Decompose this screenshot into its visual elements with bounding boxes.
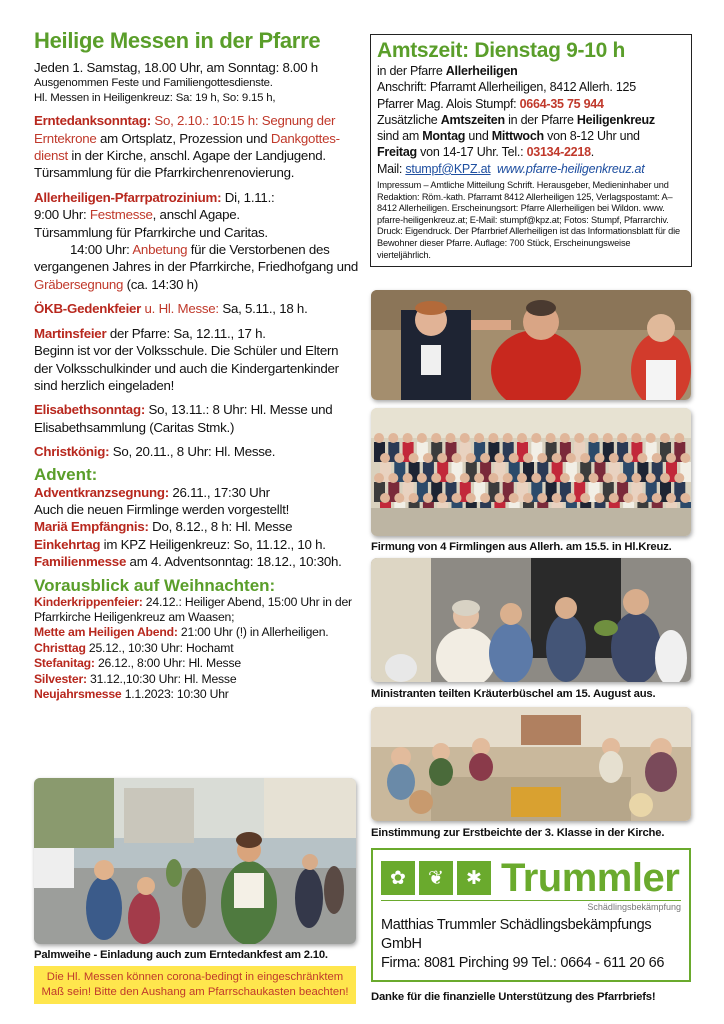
person-head <box>403 473 413 483</box>
erntedank-date: So, 2.10.: 10:15 h: <box>150 113 262 129</box>
person-head <box>609 493 619 503</box>
person-head <box>680 453 690 463</box>
trummler-brand: Trummler <box>501 856 680 900</box>
erstbeichte-caption: Einstimmung zur Erstbeichte der 3. Klasse in der Kirche. <box>371 827 665 839</box>
person-head <box>394 493 404 503</box>
person-head <box>466 493 476 503</box>
martin-label: Martinsfeier <box>34 325 107 341</box>
person-head <box>646 433 656 443</box>
erstbeichte-image <box>371 707 691 821</box>
address: Anschrift: Pfarramt Allerheiligen, 8412 Allerh. 125 <box>377 80 636 95</box>
monday: Montag <box>422 129 466 144</box>
silvester-label: Silvester: <box>34 671 87 686</box>
person-head <box>523 453 533 463</box>
person-head <box>560 433 570 443</box>
person-head <box>595 493 605 503</box>
parish-text: in der Pfarre <box>377 64 446 78</box>
person-head <box>503 473 513 483</box>
person-head <box>474 473 484 483</box>
person-head <box>480 453 490 463</box>
person-head <box>503 433 513 443</box>
trummler-logo <box>381 858 681 898</box>
krippenfeier-text: 24.12.: Heiliger Abend, 15:00 Uhr in der Pfarrkirche Heiligenkreuz am Waasen; <box>34 594 352 624</box>
person-head <box>574 473 584 483</box>
adventkranz-label: Adventkranzsegnung: <box>34 484 169 500</box>
christkoenig-text: So, 20.11., 8 Uhr: Hl. Messe. <box>109 444 276 460</box>
person-head <box>431 473 441 483</box>
bug-icon: ✱ <box>457 861 491 895</box>
person-head <box>674 433 684 443</box>
person-head <box>589 433 599 443</box>
mette-text: 21:00 Uhr (!) in Allerheiligen. <box>177 625 329 640</box>
person-head <box>474 433 484 443</box>
heiligenkreuz-name: Heiligenkreuz <box>576 112 655 127</box>
erntedank-label: Erntedanksonntag: <box>34 113 151 129</box>
office-hours-box <box>370 34 692 267</box>
palmweihe-caption: Palmweihe - Einladung auch zum Erntedankfest am 2.10. <box>34 949 328 961</box>
person-head <box>394 453 404 463</box>
person-head <box>446 473 456 483</box>
person-head <box>566 493 576 503</box>
familienmesse-label: Familienmesse <box>34 554 127 570</box>
person-head <box>437 453 447 463</box>
person-head <box>674 473 684 483</box>
person-head <box>623 453 633 463</box>
martin-text: Beginn ist vor der Volksschule. Die Schüler und Eltern der Volksschulkinder und auch die Kindergartenkinder sind herzlich eingeladen! <box>34 343 339 393</box>
ministranten-image <box>371 558 691 682</box>
person-head <box>509 453 519 463</box>
page-title: Heilige Messen in der Pfarre <box>34 28 321 53</box>
oekb-date: Sa, 5.11., 18 h. <box>218 301 308 317</box>
person-head <box>652 493 662 503</box>
office-hours-title: Amtszeit: Dienstag 9-10 h <box>377 39 626 62</box>
office-phone: 03134-2218 <box>526 145 591 160</box>
person-head <box>423 493 433 503</box>
oekb-label: ÖKB-Gedenkfeier <box>34 301 142 317</box>
period: . <box>590 145 595 160</box>
erntedank-text-2: in der Kirche, anschl. Agape der Landjugend. Türsammlung für die Pfarrkirchenrenovierung. <box>34 148 326 181</box>
person-head <box>488 433 498 443</box>
person-head <box>380 493 390 503</box>
ministranten-photo <box>371 558 691 682</box>
erntedank-text: am Ortsplatz, Prozession und <box>96 130 271 146</box>
person-head <box>552 453 562 463</box>
christtag-label: Christtag <box>34 640 86 655</box>
impressum: Impressum – Amtliche Mitteilung Schrift. Herausgeber, Medieninhaber und Redaktion: Röm.-kath. Pfarramt 8412 Allerheiligen 125, Verlagspostamt: A–8412 Allerheiligen. Erscheinungsort: Pfarre Allerheiligen bei Wildon. www. pfarre-heiligenkreuz.at; E-Mail: stumpf@kpz.at; Fotos: Stumpf, Pfarrarchiv. Druck: Eigendruck. Der Pfarrbrief Allerheiligen ist das Informationsblatt für die Bewohner dieser Pfarre. Auflage: 700 Stück, Erscheinungsweise vierteljährlich. <box>377 180 680 260</box>
morning-hours: von 8-12 Uhr und <box>543 129 640 144</box>
person-head <box>637 453 647 463</box>
person-head <box>666 453 676 463</box>
person-head <box>603 433 613 443</box>
elisabeth-text: So, 13.11.: 8 Uhr: Hl. Messe und Elisabethsammlung (Caritas Stmk.) <box>34 402 333 435</box>
person-head <box>460 433 470 443</box>
mette-label: Mette am Heiligen Abend: <box>34 625 178 640</box>
extra-hours-label: Amtszeiten <box>440 112 505 127</box>
days-text: sind am <box>377 129 423 144</box>
person-head <box>517 433 527 443</box>
familienmesse-text: am 4. Adventsonntag: 18.12., 10:30h. <box>126 554 342 570</box>
person-head <box>531 473 541 483</box>
person-head <box>374 433 384 443</box>
christkoenig-label: Christkönig: <box>34 444 110 460</box>
person-head <box>546 433 556 443</box>
person-head <box>546 473 556 483</box>
christkoenig-block <box>34 443 360 460</box>
person-head <box>494 493 504 503</box>
person-head <box>560 473 570 483</box>
website-link[interactable]: www.pfarre-heiligenkreuz.at <box>497 161 645 176</box>
person-head <box>523 493 533 503</box>
anbetung-time: 14:00 Uhr: <box>70 242 133 258</box>
person-head <box>537 493 547 503</box>
and-text: und <box>465 129 492 144</box>
einkehrtag-label: Einkehrtag <box>34 536 101 552</box>
person-head <box>452 493 462 503</box>
person-head <box>646 473 656 483</box>
pastor-phone: 0664-35 75 944 <box>519 96 604 111</box>
ministranten-caption: Ministranten teilten Kräuterbüschel am 15. August aus. <box>371 688 656 700</box>
trummler-company: Matthias Trummler Schädlingsbekämpfungs GmbH <box>381 917 652 952</box>
person-head <box>566 453 576 463</box>
trummler-ad <box>371 848 691 982</box>
person-head <box>480 493 490 503</box>
person-head <box>388 433 398 443</box>
person-head <box>488 473 498 483</box>
mail-link[interactable]: stumpf@KPZ.at <box>405 161 491 176</box>
allerheiligen-block <box>34 189 360 293</box>
person-head <box>631 433 641 443</box>
adventkranz-date: 26.11., 17:30 Uhr <box>168 484 270 500</box>
oekb-block <box>34 300 360 317</box>
person-head <box>466 453 476 463</box>
oekb-messe: u. Hl. Messe: <box>141 301 219 317</box>
corona-notice: Die Hl. Messen können corona-bedingt in eingeschränktem Maß sein! Bitte den Aushang am Pfarrschaukasten beachten! <box>34 966 356 1004</box>
person-head <box>617 433 627 443</box>
person-head <box>623 493 633 503</box>
extra-hours-text-2: in der Pfarre <box>504 112 577 127</box>
person-head <box>531 433 541 443</box>
martin-date: der Pfarre: Sa, 12.11., 17 h. <box>106 325 266 341</box>
weihnachten-block <box>34 595 360 703</box>
person-head <box>660 473 670 483</box>
erntedank-segnung: Segnung der Erntekrone <box>34 113 336 146</box>
wednesday: Mittwoch <box>491 129 544 144</box>
advent-block <box>34 484 360 571</box>
neujahr-label: Neujahrsmesse <box>34 687 122 701</box>
graebersegnung: Gräbersegnung <box>34 276 124 292</box>
festmesse: Festmesse <box>89 207 153 223</box>
neujahr-text: 1.1.2023: 10:30 Uhr <box>121 687 229 701</box>
firmung-photo-1 <box>371 290 691 400</box>
person-head <box>537 453 547 463</box>
einkehrtag-text: im KPZ Heiligenkreuz: So, 11.12., 10 h. <box>100 536 326 552</box>
silvester-text: 31.12.,10:30 Uhr: Hl. Messe <box>86 671 237 686</box>
person-head <box>680 493 690 503</box>
advent-heading: Advent: <box>34 464 98 484</box>
person-head <box>617 473 627 483</box>
person-head <box>580 453 590 463</box>
palmweihe-photo <box>34 778 356 944</box>
elisabeth-label: Elisabethsonntag: <box>34 402 146 418</box>
person-head <box>388 473 398 483</box>
person-head <box>423 453 433 463</box>
person-head <box>666 493 676 503</box>
elisabeth-block <box>34 401 360 436</box>
palmweihe-image <box>34 778 356 944</box>
trummler-tagline: Schädlingsbekämpfung <box>381 900 681 912</box>
person-head <box>595 453 605 463</box>
left-column <box>34 28 360 702</box>
firmlinge-text: Auch die neuen Firmlinge werden vorgestellt! <box>34 501 290 517</box>
person-head <box>652 453 662 463</box>
person-head <box>409 493 419 503</box>
person-head <box>603 473 613 483</box>
intro-line-2: Ausgenommen Feste und Familiengottesdienste. <box>34 77 273 90</box>
tuersammlung-text: Türsammlung für Pfarrkirche und Caritas. <box>34 224 268 240</box>
krippenfeier-label: Kinderkrippenfeier: <box>34 594 143 609</box>
erntedank-gottesdienst: Dankgottesdienst <box>34 130 341 164</box>
agape-text: , anschl Agape. <box>152 207 240 223</box>
person-head <box>403 433 413 443</box>
person-head <box>417 473 427 483</box>
person-head <box>460 473 470 483</box>
trummler-contact: Firma: 8081 Pirching 99 Tel.: 0664 - 611 20 66 <box>381 955 665 971</box>
person-head <box>509 493 519 503</box>
person-head <box>580 493 590 503</box>
person-head <box>446 433 456 443</box>
person-head <box>631 473 641 483</box>
person-head <box>574 433 584 443</box>
mouse-icon: ❦ <box>419 861 453 895</box>
stefanitag-label: Stefanitag: <box>34 656 95 671</box>
intro-line-3: Hl. Messen in Heiligenkreuz: Sa: 19 h, So: 9.15 h, <box>34 91 276 104</box>
person-head <box>552 493 562 503</box>
firmung-caption: Firmung von 4 Firmlingen aus Allerh. am 15.5. in Hl.Kreuz. <box>371 541 672 553</box>
erntedank-block <box>34 112 360 182</box>
person-head <box>452 453 462 463</box>
weihnachten-heading: Vorausblick auf Weihnachten: <box>34 575 276 595</box>
anbetung: Anbetung <box>132 242 188 258</box>
allerheiligen-date: Di, 1.11.: <box>221 189 275 205</box>
firmung-image-1 <box>371 290 691 400</box>
maria-label: Mariä Empfängnis: <box>34 519 149 535</box>
office-info <box>377 63 685 177</box>
friday-hours: von 14-17 Uhr. Tel.: <box>416 145 527 160</box>
person-head <box>660 433 670 443</box>
person-head <box>589 473 599 483</box>
person-head <box>609 453 619 463</box>
stefanitag-text: 26.12., 8:00 Uhr: Hl. Messe <box>94 656 241 671</box>
christtag-text: 25.12., 10:30 Uhr: Hochamt <box>85 640 234 655</box>
person-head <box>494 453 504 463</box>
pastor-name: Pfarrer Mag. Alois Stumpf: <box>377 96 520 111</box>
person-head <box>637 493 647 503</box>
allerheiligen-time: 9:00 Uhr: <box>34 207 90 223</box>
mail-label: Mail: <box>377 161 406 176</box>
martin-block <box>34 325 360 395</box>
allerheiligen-label: Allerheiligen-Pfarrpatrozinium: <box>34 189 222 205</box>
person-head <box>431 433 441 443</box>
person-head <box>417 433 427 443</box>
firmung-group-image <box>371 408 691 536</box>
graebersegnung-time: (ca. 14:30 h) <box>123 276 199 292</box>
person-head <box>380 453 390 463</box>
friday: Freitag <box>377 145 417 160</box>
person-head <box>437 493 447 503</box>
parish-name: Allerheiligen <box>445 64 518 78</box>
extra-hours-text: Zusätzliche <box>377 112 441 127</box>
thanks-text: Danke für die finanzielle Unterstützung des Pfarrbriefs! <box>371 991 656 1003</box>
intro-line-1: Jeden 1. Samstag, 18.00 Uhr, am Sonntag: 8.00 h <box>34 60 318 75</box>
person-head <box>517 473 527 483</box>
person-head <box>374 473 384 483</box>
maria-text: Do, 8.12., 8 h: Hl. Messe <box>148 519 293 535</box>
firmung-group-photo <box>371 408 691 536</box>
person-head <box>409 453 419 463</box>
anbetung-text: für die Verstorbenen des vergangenen Jahres in der Pfarrkirche, Friedhofgang und <box>34 242 359 275</box>
erstbeichte-photo <box>371 707 691 821</box>
leaf-icon: ✿ <box>381 861 415 895</box>
